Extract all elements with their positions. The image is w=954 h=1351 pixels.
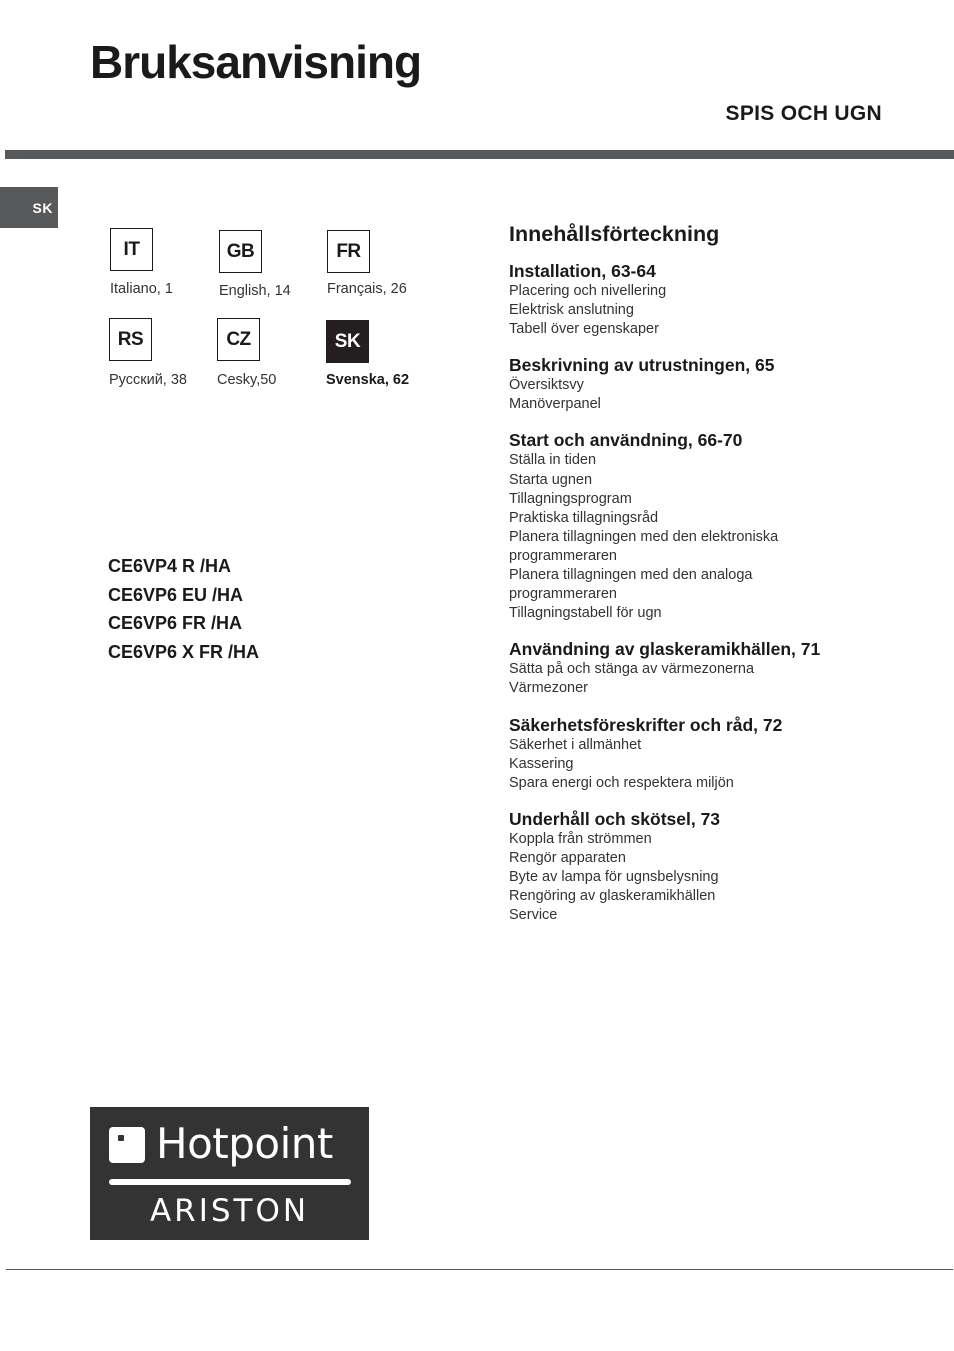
language-sk[interactable] <box>326 320 436 388</box>
toc-item[interactable]: Placering och nivellering <box>509 283 667 299</box>
page-title: Bruksanvisning <box>90 36 422 88</box>
model-list <box>108 552 259 667</box>
toc-item[interactable]: Ställa in tiden <box>509 452 597 469</box>
side-tab-label: SK <box>32 200 53 216</box>
language-side-tab <box>0 187 58 228</box>
toc-section-description <box>509 354 929 414</box>
language-label: Cesky,50 <box>217 372 277 388</box>
language-label: English, 14 <box>219 283 291 299</box>
toc-item[interactable]: Koppla från strömmen <box>509 830 652 847</box>
language-code-badge: IT <box>110 228 153 271</box>
toc-item[interactable]: Planera tillagningen med den analoga <box>509 567 753 584</box>
toc-item[interactable]: Tabell över egenskaper <box>509 321 659 338</box>
toc-item[interactable]: Elektrisk anslutning <box>509 302 634 319</box>
toc-item[interactable]: Byte av lampa för ugnsbelysning <box>509 868 719 885</box>
language-fr[interactable] <box>327 230 437 297</box>
toc-item[interactable]: Praktiska tillagningsråd <box>509 509 659 526</box>
footer-divider <box>6 1269 953 1270</box>
model-number: CE6VP6 EU /HA <box>108 584 244 605</box>
product-subtitle: SPIS OCH UGN <box>725 102 882 125</box>
toc-item[interactable]: Starta ugnen <box>509 471 593 488</box>
toc-item[interactable]: Rengöring av glaskeramikhällen <box>509 888 716 905</box>
toc-item[interactable]: Säkerhet i allmänhet <box>509 736 642 753</box>
language-gb[interactable] <box>219 230 329 299</box>
toc-section-start <box>509 429 929 623</box>
model-number: CE6VP4 R /HA <box>108 556 232 576</box>
toc-title: Innehållsförteckning <box>509 222 720 246</box>
model-number: CE6VP6 FR /HA <box>108 613 243 634</box>
toc-item[interactable]: Översiktsvy <box>509 377 584 394</box>
toc-item[interactable]: Rengör apparaten <box>509 849 626 866</box>
toc-item[interactable]: Planera tillagningen med den elektroniska <box>509 528 779 545</box>
language-label: Français, 26 <box>327 281 407 297</box>
toc-heading[interactable]: Beskrivning av utrustningen, 65 <box>509 355 775 376</box>
logo-divider-bar <box>109 1179 351 1185</box>
language-cz[interactable] <box>217 318 327 388</box>
logo-brand-bottom: ARISTON <box>149 1193 310 1229</box>
language-code-badge: CZ <box>217 318 260 361</box>
toc-item[interactable]: Tillagningstabell för ugn <box>509 605 662 622</box>
toc-section-hob <box>509 638 929 698</box>
hotpoint-ariston-logo <box>90 1107 369 1240</box>
model-number: CE6VP6 X FR /HA <box>108 642 260 663</box>
toc-item[interactable]: Spara energi och respektera miljön <box>509 774 734 791</box>
toc-heading[interactable]: Underhåll och skötsel, 73 <box>509 808 721 829</box>
toc-section-maintenance <box>509 808 929 925</box>
toc-section-safety <box>509 714 929 793</box>
header-divider <box>5 150 954 159</box>
toc-item[interactable]: Sätta på och stänga av värmezonerna <box>509 661 755 678</box>
logo-brand-top: Hotpoint <box>156 1119 333 1168</box>
toc-item[interactable]: programmeraren <box>509 547 617 564</box>
toc-heading[interactable]: Start och användning, 66-70 <box>509 430 743 451</box>
language-rs[interactable] <box>109 318 219 388</box>
toc-section-installation <box>509 260 929 339</box>
toc-heading[interactable]: Säkerhetsföreskrifter och råd, 72 <box>509 714 783 735</box>
toc-item[interactable]: Kassering <box>509 755 574 772</box>
language-code-badge-active: SK <box>326 320 369 363</box>
language-code-badge: GB <box>219 230 262 273</box>
toc-item[interactable]: Service <box>509 907 558 924</box>
toc-item[interactable]: Manöverpanel <box>509 396 601 413</box>
language-code-badge: RS <box>109 318 152 361</box>
toc-item[interactable]: Värmezoner <box>509 680 588 697</box>
language-it[interactable] <box>110 228 220 297</box>
language-label: Italiano, 1 <box>110 281 173 297</box>
toc-heading[interactable]: Användning av glaskeramikhällen, 71 <box>509 639 821 660</box>
toc-item[interactable]: programmeraren <box>509 586 617 603</box>
table-of-contents <box>509 220 929 940</box>
logo-square-icon <box>109 1127 145 1163</box>
toc-heading[interactable]: Installation, 63-64 <box>509 261 656 281</box>
language-label-active: Svenska, 62 <box>326 372 410 388</box>
language-code-badge: FR <box>327 230 370 273</box>
toc-item[interactable]: Tillagningsprogram <box>509 490 632 507</box>
language-label: Русский, 38 <box>109 372 187 388</box>
